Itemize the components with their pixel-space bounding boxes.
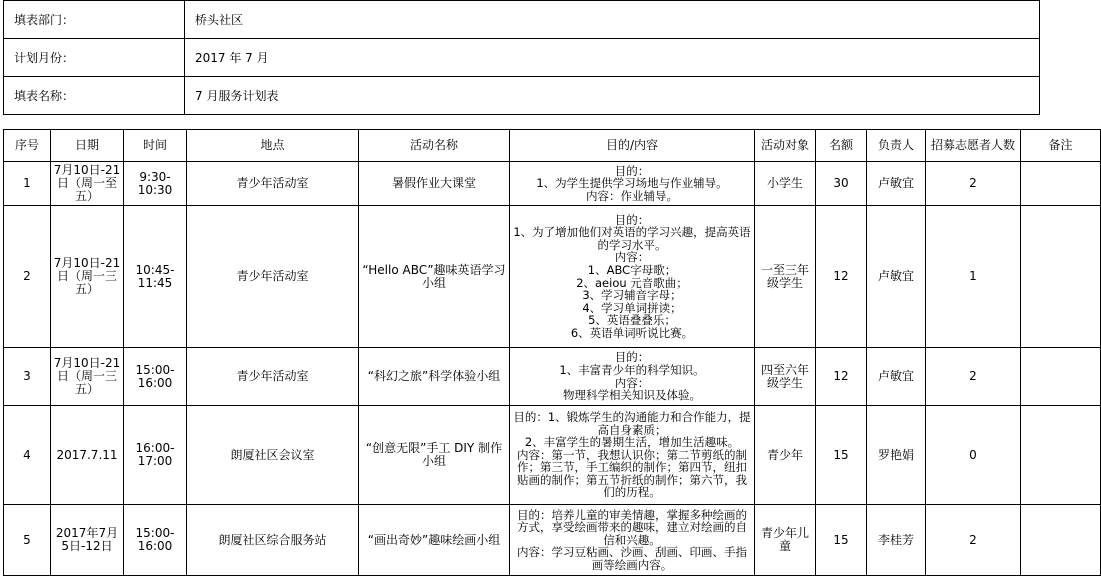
cell-leader: 卢敏宜 bbox=[867, 162, 926, 206]
cell-activity-name: “创意无限”手工 DIY 制作小组 bbox=[359, 406, 510, 505]
table-row bbox=[4, 505, 1101, 576]
purpose-line: 1、为了增加他们对英语的学习兴趣，提高英语的学习水平。 bbox=[513, 225, 751, 252]
cell-purpose bbox=[510, 162, 755, 206]
purpose-line: 目的： bbox=[614, 163, 650, 178]
info-row bbox=[4, 1, 1040, 39]
header-activity-name: 活动名称 bbox=[359, 130, 510, 162]
cell-quota: 12 bbox=[816, 348, 867, 406]
cell-quota: 15 bbox=[816, 505, 867, 576]
cell-date: 7月10日-21日（周一三五） bbox=[51, 206, 124, 348]
table-row bbox=[4, 348, 1101, 406]
cell-target: 青少年儿童 bbox=[755, 505, 816, 576]
cell-date: 7月10日-21日（周一三五） bbox=[51, 348, 124, 406]
cell-place: 朗厦社区综合服务站 bbox=[187, 505, 359, 576]
purpose-line: 2、丰富学生的暑期生活，增加生活趣味。 bbox=[524, 435, 740, 450]
cell-activity-name: 暑假作业大课堂 bbox=[359, 162, 510, 206]
header-quota: 名额 bbox=[816, 130, 867, 162]
header-remark: 备注 bbox=[1021, 130, 1101, 162]
purpose-line: 内容： bbox=[614, 250, 650, 265]
cell-no: 1 bbox=[4, 162, 51, 206]
header-volunteers: 招募志愿者人数 bbox=[926, 130, 1021, 162]
cell-place: 青少年活动室 bbox=[187, 162, 359, 206]
info-row bbox=[4, 77, 1040, 115]
cell-place: 朗厦社区会议室 bbox=[187, 406, 359, 505]
purpose-line: 6、英语单词听说比赛。 bbox=[570, 325, 694, 340]
purpose-line: 目的： bbox=[614, 212, 650, 227]
purpose-line: 物理科学相关知识及体验。 bbox=[563, 388, 701, 403]
cell-date: 2017.7.11 bbox=[51, 406, 124, 505]
purpose-line: 内容： bbox=[614, 375, 650, 390]
table-row bbox=[4, 206, 1101, 348]
cell-date: 7月10日-21日（周一至五） bbox=[51, 162, 124, 206]
cell-activity-name: “Hello ABC”趣味英语学习小组 bbox=[359, 206, 510, 348]
header-date: 日期 bbox=[51, 130, 124, 162]
cell-purpose bbox=[510, 206, 755, 348]
purpose-line: 目的：1、锻炼学生的沟通能力和合作能力，提高自身素质； bbox=[513, 409, 751, 437]
service-plan-table bbox=[3, 129, 1101, 576]
purpose-line: 3、学习辅音字母； bbox=[582, 288, 682, 303]
cell-no: 4 bbox=[4, 406, 51, 505]
cell-remark bbox=[1021, 162, 1101, 206]
header-place: 地点 bbox=[187, 130, 359, 162]
cell-leader: 李桂芳 bbox=[867, 505, 926, 576]
purpose-line: 内容：作业辅导。 bbox=[586, 188, 678, 203]
cell-leader: 卢敏宜 bbox=[867, 348, 926, 406]
table-row bbox=[4, 406, 1101, 505]
cell-quota: 15 bbox=[816, 406, 867, 505]
purpose-line: 4、学习单词拼读； bbox=[582, 300, 682, 315]
cell-target: 青少年 bbox=[755, 406, 816, 505]
cell-purpose bbox=[510, 348, 755, 406]
cell-volunteers: 1 bbox=[926, 206, 1021, 348]
cell-remark bbox=[1021, 406, 1101, 505]
header-time: 时间 bbox=[124, 130, 187, 162]
cell-no: 2 bbox=[4, 206, 51, 348]
cell-no: 5 bbox=[4, 505, 51, 576]
info-table bbox=[3, 0, 1040, 115]
purpose-line: 1、为学生提供学习场地与作业辅导。 bbox=[536, 176, 728, 191]
cell-remark bbox=[1021, 348, 1101, 406]
info-label: 计划月份： bbox=[4, 39, 185, 77]
cell-place: 青少年活动室 bbox=[187, 206, 359, 348]
header-target: 活动对象 bbox=[755, 130, 816, 162]
info-label: 填表部门： bbox=[4, 1, 185, 39]
purpose-line: 目的： bbox=[614, 350, 650, 365]
header-purpose: 目的/内容 bbox=[510, 130, 755, 162]
cell-time: 10:45-11:45 bbox=[124, 206, 187, 348]
info-row bbox=[4, 39, 1040, 77]
purpose-line: 内容：第一节，我想认识你；第二节剪纸的制作；第三节，手工编织的制作；第四节，纽扣贴画的制作；第五节折纸的制作；第六节，我们的历程。 bbox=[517, 447, 747, 500]
info-value: 7 月服务计划表 bbox=[185, 77, 1040, 115]
header-row bbox=[4, 130, 1101, 162]
purpose-line: 1、ABC字母歌； bbox=[587, 262, 677, 277]
cell-time: 15:00-16:00 bbox=[124, 348, 187, 406]
cell-target: 一至三年级学生 bbox=[755, 206, 816, 348]
cell-time: 16:00-17:00 bbox=[124, 406, 187, 505]
cell-time: 9:30-10:30 bbox=[124, 162, 187, 206]
cell-purpose bbox=[510, 505, 755, 576]
cell-date: 2017年7月5日-12日 bbox=[51, 505, 124, 576]
purpose-line: 内容：学习豆粘画、沙画、刮画、印画、手指画等绘画内容。 bbox=[517, 545, 747, 572]
cell-time: 15:00-16:00 bbox=[124, 505, 187, 576]
cell-activity-name: “科幻之旅”科学体验小组 bbox=[359, 348, 510, 406]
cell-volunteers: 2 bbox=[926, 348, 1021, 406]
info-value: 桥头社区 bbox=[185, 1, 1040, 39]
purpose-line: 目的：培养儿童的审美情趣，掌握多种绘画的方式，享受绘画带来的趣味，建立对绘画的自信和兴趣。 bbox=[517, 507, 747, 547]
header-no: 序号 bbox=[4, 130, 51, 162]
cell-volunteers: 2 bbox=[926, 162, 1021, 206]
cell-remark bbox=[1021, 206, 1101, 348]
cell-leader: 罗艳娟 bbox=[867, 406, 926, 505]
cell-remark bbox=[1021, 505, 1101, 576]
cell-volunteers: 0 bbox=[926, 406, 1021, 505]
purpose-line: 5、英语叠叠乐； bbox=[588, 313, 676, 328]
table-row bbox=[4, 162, 1101, 206]
purpose-line: 2、aeiou 元音歌曲； bbox=[576, 275, 688, 290]
cell-no: 3 bbox=[4, 348, 51, 406]
cell-leader: 卢敏宜 bbox=[867, 206, 926, 348]
cell-purpose bbox=[510, 406, 755, 505]
cell-target: 小学生 bbox=[755, 162, 816, 206]
cell-quota: 30 bbox=[816, 162, 867, 206]
cell-volunteers: 2 bbox=[926, 505, 1021, 576]
cell-activity-name: “画出奇妙”趣味绘画小组 bbox=[359, 505, 510, 576]
header-leader: 负责人 bbox=[867, 130, 926, 162]
info-value: 2017 年 7 月 bbox=[185, 39, 1040, 77]
cell-place: 青少年活动室 bbox=[187, 348, 359, 406]
info-label: 填表名称： bbox=[4, 77, 185, 115]
purpose-line: 1、丰富青少年的科学知识。 bbox=[559, 362, 705, 377]
cell-quota: 12 bbox=[816, 206, 867, 348]
cell-target: 四至六年级学生 bbox=[755, 348, 816, 406]
